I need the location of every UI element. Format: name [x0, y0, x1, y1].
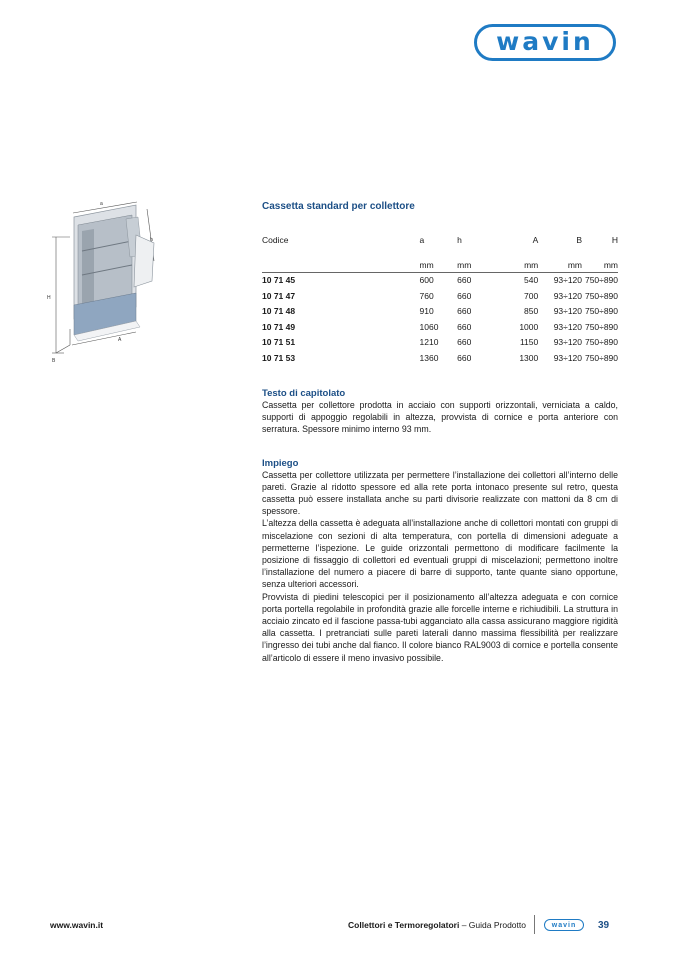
footer-wavin-logo: [544, 919, 584, 931]
impiego-heading: Impiego: [262, 457, 299, 469]
product-title: Cassetta standard per collettore: [262, 201, 415, 212]
cell-B: 93÷120: [553, 290, 583, 301]
footer-title-bold: Collettori e Termoregolatori: [348, 920, 460, 930]
cell-B: 93÷120: [553, 321, 583, 332]
unit-A: mm: [497, 258, 543, 273]
cell-a: 1060: [419, 321, 439, 332]
dim-H-label: H: [47, 295, 51, 301]
wavin-logo: [474, 24, 616, 61]
cell-a: 1360: [419, 352, 439, 363]
capitolato-section: [262, 388, 618, 436]
col-header-A: A: [532, 235, 539, 245]
cell-a: 760: [419, 290, 434, 301]
cell-H: 750÷890: [584, 275, 618, 285]
cell-codice: 10 71 47: [262, 290, 296, 301]
col-header-a: a: [419, 235, 425, 245]
product-table: [262, 234, 618, 366]
cell-a: 1210: [419, 337, 439, 347]
dim-h-label: h: [150, 237, 153, 243]
cell-B: 93÷120: [553, 352, 583, 363]
footer-divider: [534, 915, 535, 934]
cell-B: 93÷120: [553, 306, 583, 316]
table-row: [262, 335, 618, 351]
cell-h: 660: [457, 290, 472, 301]
col-header-H: H: [611, 235, 618, 245]
table-units-row: [262, 258, 618, 273]
unit-codice: [262, 258, 420, 273]
cell-B: 93÷120: [553, 337, 583, 347]
unit-H: mm: [582, 258, 618, 273]
col-header-h: h: [457, 235, 462, 245]
cell-h: 660: [457, 306, 472, 316]
footer-title: [348, 920, 526, 930]
cell-A: 1000: [519, 321, 539, 332]
dim-A-label: A: [118, 337, 122, 343]
cell-codice: 10 71 51: [262, 337, 296, 347]
footer-title-rest: – Guida Prodotto: [459, 920, 526, 930]
cell-codice: 10 71 53: [262, 352, 296, 363]
impiego-paragraph: Provvista di piedini telescopici per il posizionamento all’altezza adeguata e con cornice porta portella regolabile in profondità grazie alle forcelle interne e richiudibili. La struttura in acciaio zincato ed il fascione passa-tubi agganciato alla cassa assicurano maggiore rigidità alla cassetta. I pretranciati sulle pareti laterali danno massima flessibilità per realizzare l’ingresso dei tubi anche dal fianco. Il colore bianco RAL9003 di cornice e portella consente all’articolo di essere il meno invasivo possibile.: [262, 591, 618, 663]
table-row: [262, 304, 618, 320]
cell-a: 910: [419, 306, 434, 316]
logo-text: wavin: [496, 26, 594, 56]
cell-H: 750÷890: [584, 321, 618, 332]
cell-B: 93÷120: [553, 275, 583, 285]
dim-B-label: B: [52, 358, 56, 364]
cell-H: 750÷890: [584, 352, 618, 363]
col-header-B: B: [576, 235, 583, 245]
cassetta-illustration: [42, 195, 166, 367]
cell-h: 660: [457, 352, 472, 363]
table-row: [262, 273, 618, 289]
cell-A: 850: [524, 306, 539, 316]
footer-logo-text: wavin: [551, 921, 577, 929]
cell-a: 600: [419, 275, 434, 285]
table-row: [262, 320, 618, 336]
cell-A: 1150: [519, 337, 539, 347]
table-row: [262, 289, 618, 305]
unit-h: mm: [457, 258, 497, 273]
table-row: [262, 351, 618, 367]
dim-a-label: a: [100, 201, 103, 207]
capitolato-heading: Testo di capitolato: [262, 388, 346, 399]
impiego-paragraph: L’altezza della cassetta è adeguata all’installazione anche di collettori montati con gruppi di miscelazione con sezioni di alta temperatura, con portella di dimensioni adeguate a permetterne l’ispezione. Le guide orizzontali permettono di modificare facilmente la posizione di fissaggio di collettori ed eventuali gruppi di miscelazioni; permettono inoltre l’installazione del numero a piacere di barre di supporto, tante quante siano opportune, senza ulteriori accessori.: [262, 518, 618, 590]
cell-A: 1300: [519, 352, 539, 363]
col-header-codice: Codice: [262, 235, 289, 245]
impiego-paragraph: Cassetta per collettore utilizzata per permettere l’installazione dei collettori all’interno delle pareti. Grazie al ridotto spessore ed alla rete porta intonaco presente sul retro, questa cassetta può essere installata anche su parti divisorie realizzate con mattoni da 8 cm di spessore.: [262, 469, 618, 517]
capitolato-text: Cassetta per collettore prodotta in acciaio con supporti orizzontali, verniciata a caldo, supporti di appoggio regolabili in altezza, provvista di cornice e porta anteriore con serratura. Spessore minimo interno 93 mm.: [262, 400, 618, 435]
page-number: 39: [598, 920, 610, 931]
impiego-section: [262, 458, 618, 664]
cell-h: 660: [457, 275, 472, 285]
cell-h: 660: [457, 337, 472, 347]
cell-A: 700: [524, 290, 539, 301]
unit-B: mm: [542, 258, 582, 273]
unit-a: mm: [420, 258, 458, 273]
cell-h: 660: [457, 321, 472, 332]
cell-codice: 10 71 45: [262, 275, 296, 285]
cell-A: 540: [524, 275, 539, 285]
cell-H: 750÷890: [584, 306, 618, 316]
cell-H: 750÷890: [584, 290, 618, 301]
table-header-row: [262, 234, 618, 258]
cell-codice: 10 71 48: [262, 306, 296, 316]
footer-url-link[interactable]: www.wavin.it: [50, 920, 104, 930]
product-section: [262, 201, 618, 664]
cell-codice: 10 71 49: [262, 321, 296, 332]
cell-H: 750÷890: [584, 337, 618, 347]
